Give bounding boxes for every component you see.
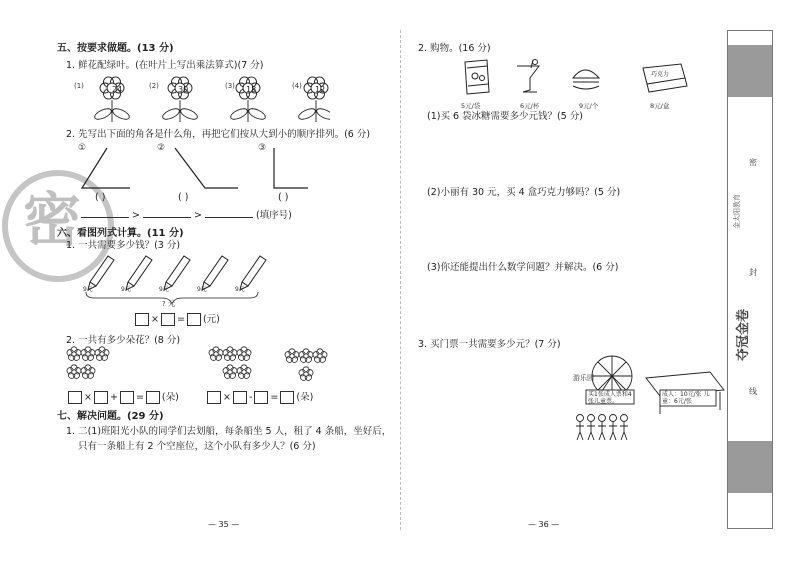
leaf [297,107,317,122]
angle-paren-1[interactable]: ( ) [95,192,106,203]
blossom-icon [299,367,313,381]
flower-number-4: 12 [315,85,326,94]
leaf [179,107,199,122]
blossom-icon [223,365,237,379]
leaf [247,107,267,122]
seal-mark-mid: 封 [749,268,757,277]
flower-number-1: 24 [112,85,123,94]
leaf [161,107,181,122]
angle-paren-2[interactable]: ( ) [178,192,189,203]
q6-1-text: 1. 一共需要多少钱？(3 分) [66,240,181,251]
sub-question-3: (3)你还能提出什么数学问题？并解决。(6 分) [427,262,619,273]
chocolate-box-icon [643,64,687,92]
acute-angle [82,148,130,188]
answer-box[interactable] [135,313,149,326]
pen-price-2: 9元 [121,286,131,293]
q3-ticket-title: 3. 买门票一共需要多少元？(7 分) [418,339,561,350]
sidebar-band-top [728,45,772,97]
pen-price-5: 9元 [235,286,245,293]
chocolate-box-label: 巧克力 [651,71,670,78]
order-row: > > (填序号) [78,208,292,222]
shop-items [455,56,705,98]
order-note: (填序号) [255,210,292,221]
q7-1-line1: 1. 二(1)班阳光小队的同学们去划船，每条船坐 5 人，租了 4 条船，坐好后， [66,426,392,437]
order-blank-2[interactable] [143,208,191,218]
leaf [93,107,113,122]
sign-right: 成人：10元/张 儿童：6元/张 [662,391,710,405]
child-figure [587,415,595,441]
pen-price-4: 9元 [197,286,207,293]
page-divider [400,30,401,530]
answer-box[interactable] [254,391,268,404]
price-chocolate: 8元/盒 [650,102,670,110]
sidebar-band-bottom [728,441,772,493]
leaf [315,107,330,122]
flower-label-1: (1) [74,82,84,90]
blossom-icon [209,347,223,361]
child-figure [598,415,606,441]
candy-bag-icon [465,60,489,94]
flower-groups-diagram [62,346,332,388]
pen-price-3: 9元 [159,286,169,293]
sub-question-1: (1)买 6 袋冰糖需要多少元钱？(5 分) [427,111,584,122]
angle-label-1: ① [78,143,87,153]
blossom-icon [237,365,251,379]
obtuse-angle [175,148,238,188]
flower-label-2: (2) [149,82,159,90]
price-drink: 6元/杯 [520,102,540,110]
blossom-icon [81,347,95,361]
page-number-left: — 35 — [208,520,240,529]
flower-label-3: (3) [225,82,235,90]
leaf [229,107,249,122]
stamp-character: 密 [22,186,81,254]
equation-flowers-2: × - = (朵) [205,391,313,404]
pens-diagram [80,252,270,308]
child-figure [576,415,584,441]
blossom-icon [95,347,109,361]
answer-box[interactable] [233,391,247,404]
answer-box[interactable] [187,313,201,326]
angle-paren-3[interactable]: ( ) [278,192,289,203]
sign-left: 买1张成人票和4张儿童票。 [588,391,632,405]
equation-money: × = (元) [133,313,220,326]
answer-box[interactable] [161,313,175,326]
child-figure [609,415,617,441]
q6-2-text: 2. 一共有多少朵花？(8 分) [66,335,181,346]
burger-icon [573,70,599,89]
order-blank-3[interactable] [205,208,253,218]
angle-label-2: ② [157,143,166,153]
leaf [111,107,131,122]
flower-number-3: 18 [246,85,257,94]
flowers-diagram [70,74,330,124]
seal-mark-top: 密 [749,158,757,167]
blossom-icon [67,365,81,379]
right-angle [274,148,308,188]
pen-total: ? 元 [162,300,175,308]
answer-box[interactable] [68,391,82,404]
section-7-title: 七、解决问题。(29 分) [57,411,164,422]
child-figure [620,415,628,441]
flower-number-2: 30 [178,85,189,94]
section-6-title: 六、看图列式计算。(11 分) [57,228,184,239]
sub-question-2: (2)小丽有 30 元，买 4 盒巧克力够吗？(5 分) [427,187,621,198]
q5-1-text: 1. 鲜花配绿叶。(在叶片上写出乘法算式)(7 分) [66,60,264,71]
equation-flowers-1: × + = (朵) [66,391,179,404]
blossom-icon [237,347,251,361]
drink-icon [517,60,539,93]
page-number-right: — 36 — [528,520,560,529]
blossom-icon [81,365,95,379]
angles-diagram [70,140,330,195]
blossom-icon [67,347,81,361]
section-5-title: 五、按要求做题。(13 分) [57,43,174,54]
seal-mark-bottom: 线 [749,387,757,396]
brand-logo: 夺冠金卷 [736,308,751,361]
blossom-icon [223,347,237,361]
q5-2-text: 2. 先写出下面的角各是什么角，再把它们按从大到小的顺序排列。(6 分) [66,129,371,140]
order-blank-1[interactable] [81,208,129,218]
price-burger: 9元/个 [579,102,599,110]
q2-shopping-title: 2. 购物。(16 分) [418,43,491,54]
flower-label-4: (4) [292,82,302,90]
pen-price-1: 9元 [83,286,93,293]
price-candy: 5元/袋 [461,102,481,110]
answer-box[interactable] [146,391,160,404]
angle-label-3: ③ [258,143,267,153]
blossom-icon [313,349,327,363]
park-name: 游乐园 [573,374,594,382]
binding-sidebar [727,30,773,529]
answer-box[interactable] [280,391,294,404]
publisher-logo: 金太阳教育 [733,194,741,229]
blossom-icon [285,349,299,363]
answer-box[interactable] [94,391,108,404]
blossom-icon [299,349,313,363]
answer-box[interactable] [207,391,221,404]
q7-1-line2: 只有一条船上有 2 个空座位，这个小队有多少人？(6 分) [78,441,316,452]
answer-box[interactable] [120,391,134,404]
